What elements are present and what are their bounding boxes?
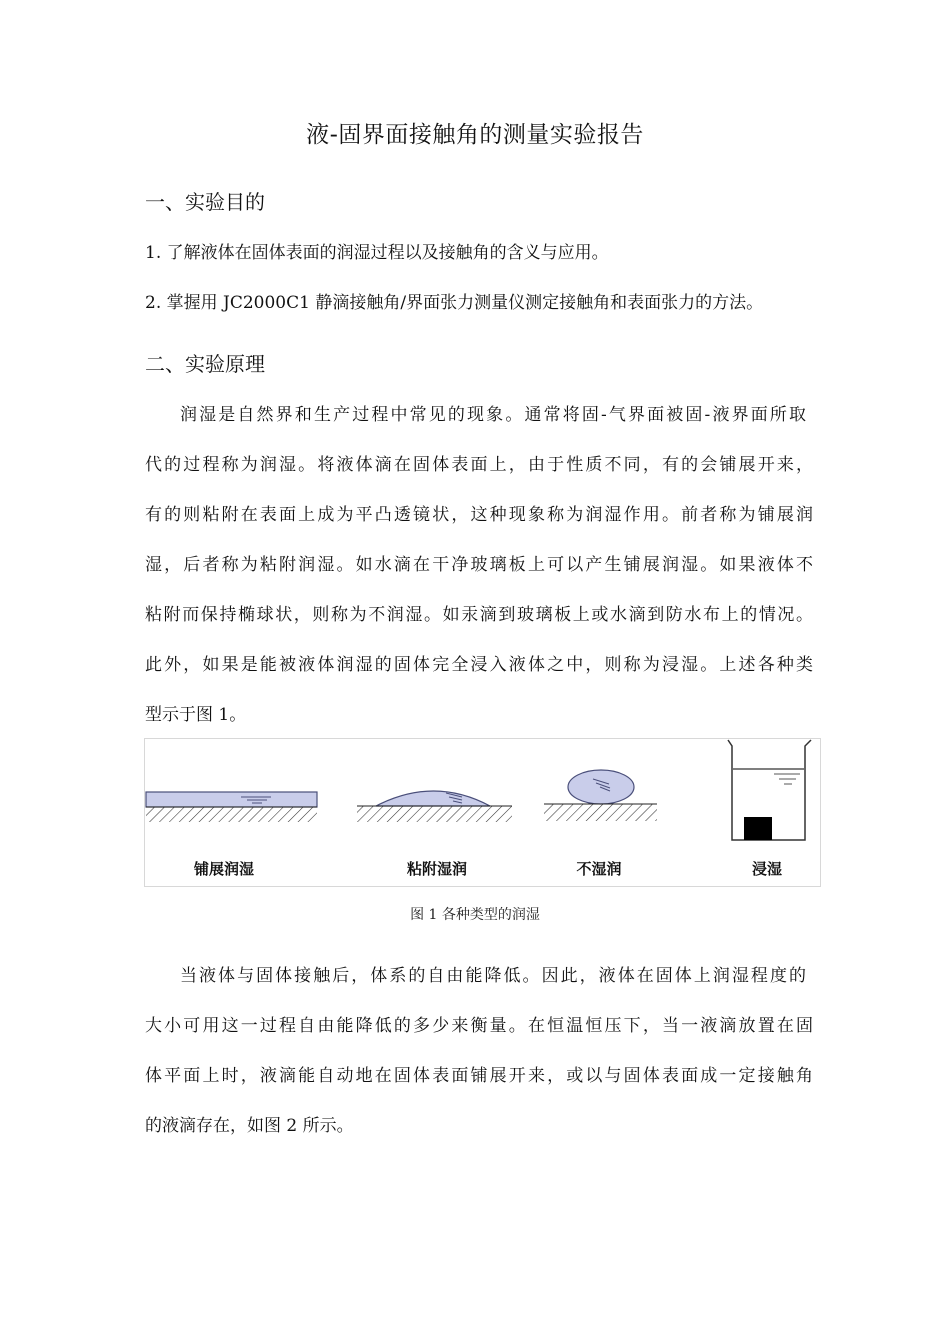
paragraph-line: 代的过程称为润湿。将液体滴在固体表面上，由于性质不同，有的会铺展开来， [145, 455, 813, 475]
label-non-wetting: 不湿润 [576, 860, 622, 878]
paragraph-line: 大小可用这一过程自由能降低的多少来衡量。在恒温恒压下，当一液滴放置在固 [145, 1016, 813, 1036]
label-spreading-wetting: 铺展润湿 [193, 860, 254, 878]
list-item: 2. 掌握用 JC2000C1 静滴接触角/界面张力测量仪测定接触角和表面张力的方法。 [145, 293, 764, 313]
list-item: 1. 了解液体在固体表面的润湿过程以及接触角的含义与应用。 [145, 243, 609, 263]
paragraph-line: 润湿是自然界和生产过程中常见的现象。通常将固-气界面被固-液界面所取 [180, 405, 806, 425]
label-immersion-wetting: 浸湿 [751, 860, 782, 878]
paragraph-line: 当液体与固体接触后，体系的自由能降低。因此，液体在固体上润湿程度的 [180, 966, 806, 986]
immersed-solid [744, 817, 772, 840]
section-heading-principle: 二、实验原理 [145, 352, 265, 376]
figure-caption: 图 1 各种类型的润湿 [410, 907, 540, 923]
paragraph-line: 的液滴存在，如图 2 所示。 [145, 1116, 354, 1136]
paragraph-line: 湿，后者称为粘附润湿。如水滴在干净玻璃板上可以产生铺展润湿。如果液体不 [145, 555, 813, 575]
paragraph-line: 体平面上时，液滴能自动地在固体表面铺展开来，或以与固体表面成一定接触角 [145, 1066, 813, 1086]
section-heading-purpose: 一、实验目的 [145, 190, 265, 214]
spreading-wetting-illustration [146, 792, 317, 822]
solid-substrate [357, 806, 512, 822]
solid-substrate [146, 807, 317, 822]
paragraph-line: 有的则粘附在表面上成为平凸透镜状，这种现象称为润湿作用。前者称为铺展润 [145, 505, 813, 525]
solid-substrate [544, 804, 657, 821]
page-title: 液-固界面接触角的测量实验报告 [306, 122, 644, 148]
liquid-film [146, 792, 317, 807]
paragraph-line: 型示于图 1。 [145, 705, 247, 725]
label-adhesion-wetting: 粘附湿润 [406, 860, 467, 878]
wetting-types-figure [144, 738, 821, 887]
paragraph-line: 粘附而保持椭球状，则称为不润湿。如汞滴到玻璃板上或水滴到防水布上的情况。 [145, 605, 813, 625]
paragraph-line: 此外，如果是能被液体润湿的固体完全浸入液体之中，则称为浸湿。上述各种类 [145, 655, 813, 675]
